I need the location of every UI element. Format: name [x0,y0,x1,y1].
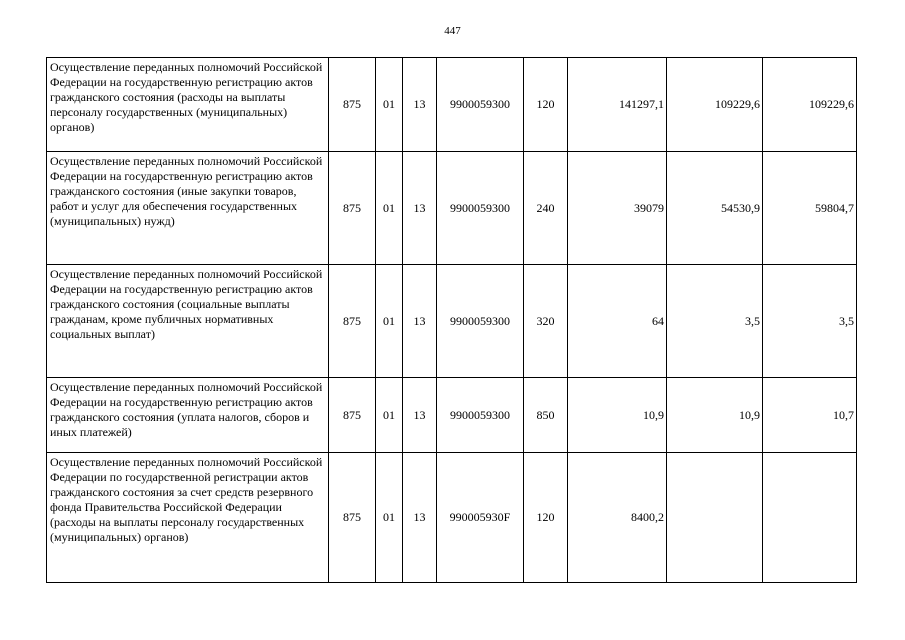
amount-year-3: 59804,7 [763,152,857,265]
page-number: 447 [444,25,461,37]
section-code: 01 [376,152,403,265]
subsection-code: 13 [403,152,437,265]
budget-table [46,57,857,583]
row-description: Осуществление переданных полномочий Российской Федерации на государственную регистрацию актов гражданского состояния (социальные выплаты гражданам, кроме публичных нормативных социальных выплат) [47,265,329,378]
section-code: 01 [376,265,403,378]
amount-year-2: 3,5 [667,265,763,378]
amount-year-1: 39079 [568,152,667,265]
amount-year-2 [667,453,763,583]
subsection-code: 13 [403,453,437,583]
expense-type-code: 120 [524,453,568,583]
table-row [47,152,857,265]
admin-code: 875 [329,265,376,378]
amount-year-1: 141297,1 [568,58,667,152]
section-code: 01 [376,58,403,152]
section-code: 01 [376,453,403,583]
row-description: Осуществление переданных полномочий Российской Федерации на государственную регистрацию актов гражданского состояния (расходы на выплаты персоналу государственных (муниципальных) органов) [47,58,329,152]
amount-year-1: 8400,2 [568,453,667,583]
row-description: Осуществление переданных полномочий Российской Федерации по государственной регистрации актов гражданского состояния за счет средств резервного фонда Правительства Российской Федерации (расходы на выплаты персоналу государственных (муниципальных) органов) [47,453,329,583]
expense-type-code: 240 [524,152,568,265]
amount-year-3 [763,453,857,583]
target-article-code: 9900059300 [437,152,524,265]
amount-year-2: 54530,9 [667,152,763,265]
table-row [47,453,857,583]
row-description: Осуществление переданных полномочий Российской Федерации на государственную регистрацию актов гражданского состояния (уплата налогов, сборов и иных платежей) [47,378,329,453]
expense-type-code: 320 [524,265,568,378]
amount-year-1: 10,9 [568,378,667,453]
subsection-code: 13 [403,58,437,152]
target-article-code: 9900059300 [437,58,524,152]
expense-type-code: 120 [524,58,568,152]
subsection-code: 13 [403,378,437,453]
target-article-code: 9900059300 [437,378,524,453]
target-article-code: 9900059300 [437,265,524,378]
admin-code: 875 [329,378,376,453]
admin-code: 875 [329,58,376,152]
subsection-code: 13 [403,265,437,378]
section-code: 01 [376,378,403,453]
table-row [47,378,857,453]
expense-type-code: 850 [524,378,568,453]
amount-year-3: 3,5 [763,265,857,378]
table-row [47,58,857,152]
amount-year-3: 10,7 [763,378,857,453]
amount-year-1: 64 [568,265,667,378]
row-description: Осуществление переданных полномочий Российской Федерации на государственную регистрацию актов гражданского состояния (иные закупки товаров, работ и услуг для обеспечения государственных (муниципальных) нужд) [47,152,329,265]
target-article-code: 990005930F [437,453,524,583]
amount-year-3: 109229,6 [763,58,857,152]
admin-code: 875 [329,152,376,265]
admin-code: 875 [329,453,376,583]
amount-year-2: 109229,6 [667,58,763,152]
table-row [47,265,857,378]
amount-year-2: 10,9 [667,378,763,453]
